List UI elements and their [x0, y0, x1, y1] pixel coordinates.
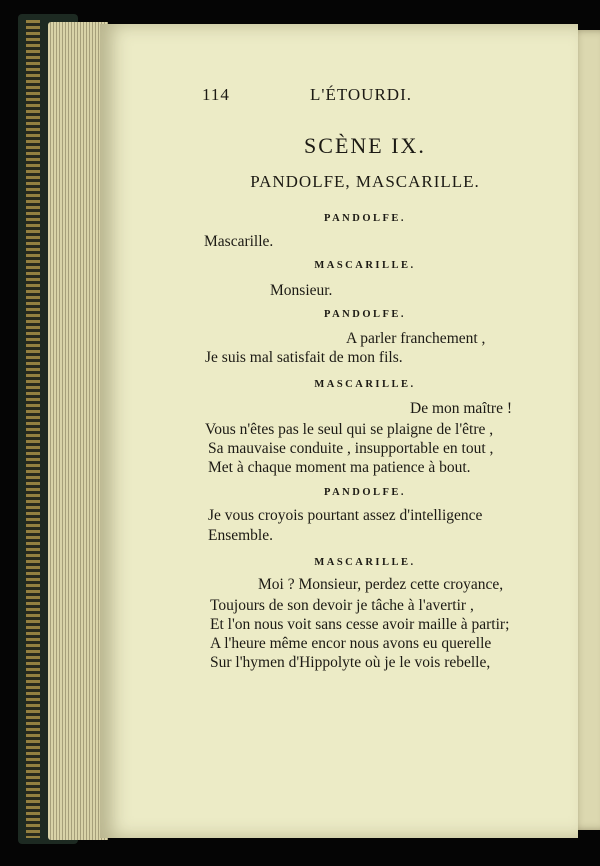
verse-line: Moi ? Monsieur, perdez cette croyance, [258, 576, 504, 593]
running-title: L'ÉTOURDI. [310, 85, 412, 104]
speaker-name: PANDOLFE. [323, 487, 407, 498]
verse-line: Je suis mal satisfait de mon fils. [205, 349, 403, 366]
verse-line: Et l'on nous voit sans cesse avoir maille à partir; [210, 616, 510, 633]
verse-line: Met à chaque moment ma patience à bout. [208, 459, 471, 476]
verse-line: Vous n'êtes pas le seul qui se plaigne de l'être , [205, 421, 494, 438]
verse-line: Mascarille. [204, 233, 274, 250]
page-number: 114 [202, 85, 230, 104]
verse-line: A l'heure même encor nous avons eu querelle [210, 635, 492, 652]
verse-line: Sur l'hymen d'Hippolyte où je le vois rebelle, [210, 654, 491, 671]
verse-line: Ensemble. [208, 527, 273, 544]
speaker-name: PANDOLFE. [323, 309, 407, 320]
speaker-name: MASCARILLE. [314, 379, 416, 390]
scene-characters: PANDOLFE, MASCARILLE. [250, 172, 480, 191]
verse-line: Toujours de son devoir je tâche à l'avertir , [210, 597, 474, 614]
verse-line: A parler franchement , [346, 330, 486, 347]
verse-line: Monsieur. [270, 282, 333, 299]
speaker-name: MASCARILLE. [314, 260, 416, 271]
scene-title: SCÈNE IX. [304, 133, 426, 158]
speaker-name: MASCARILLE. [314, 557, 416, 568]
speaker-name: PANDOLFE. [323, 213, 407, 224]
gilt-border-decoration [26, 20, 40, 838]
verse-line: Sa mauvaise conduite , insupportable en tout , [208, 440, 494, 457]
verse-line: De mon maître ! [410, 400, 513, 417]
page-edges [48, 22, 108, 840]
verse-line: Je vous croyois pourtant assez d'intelligence [208, 507, 483, 524]
